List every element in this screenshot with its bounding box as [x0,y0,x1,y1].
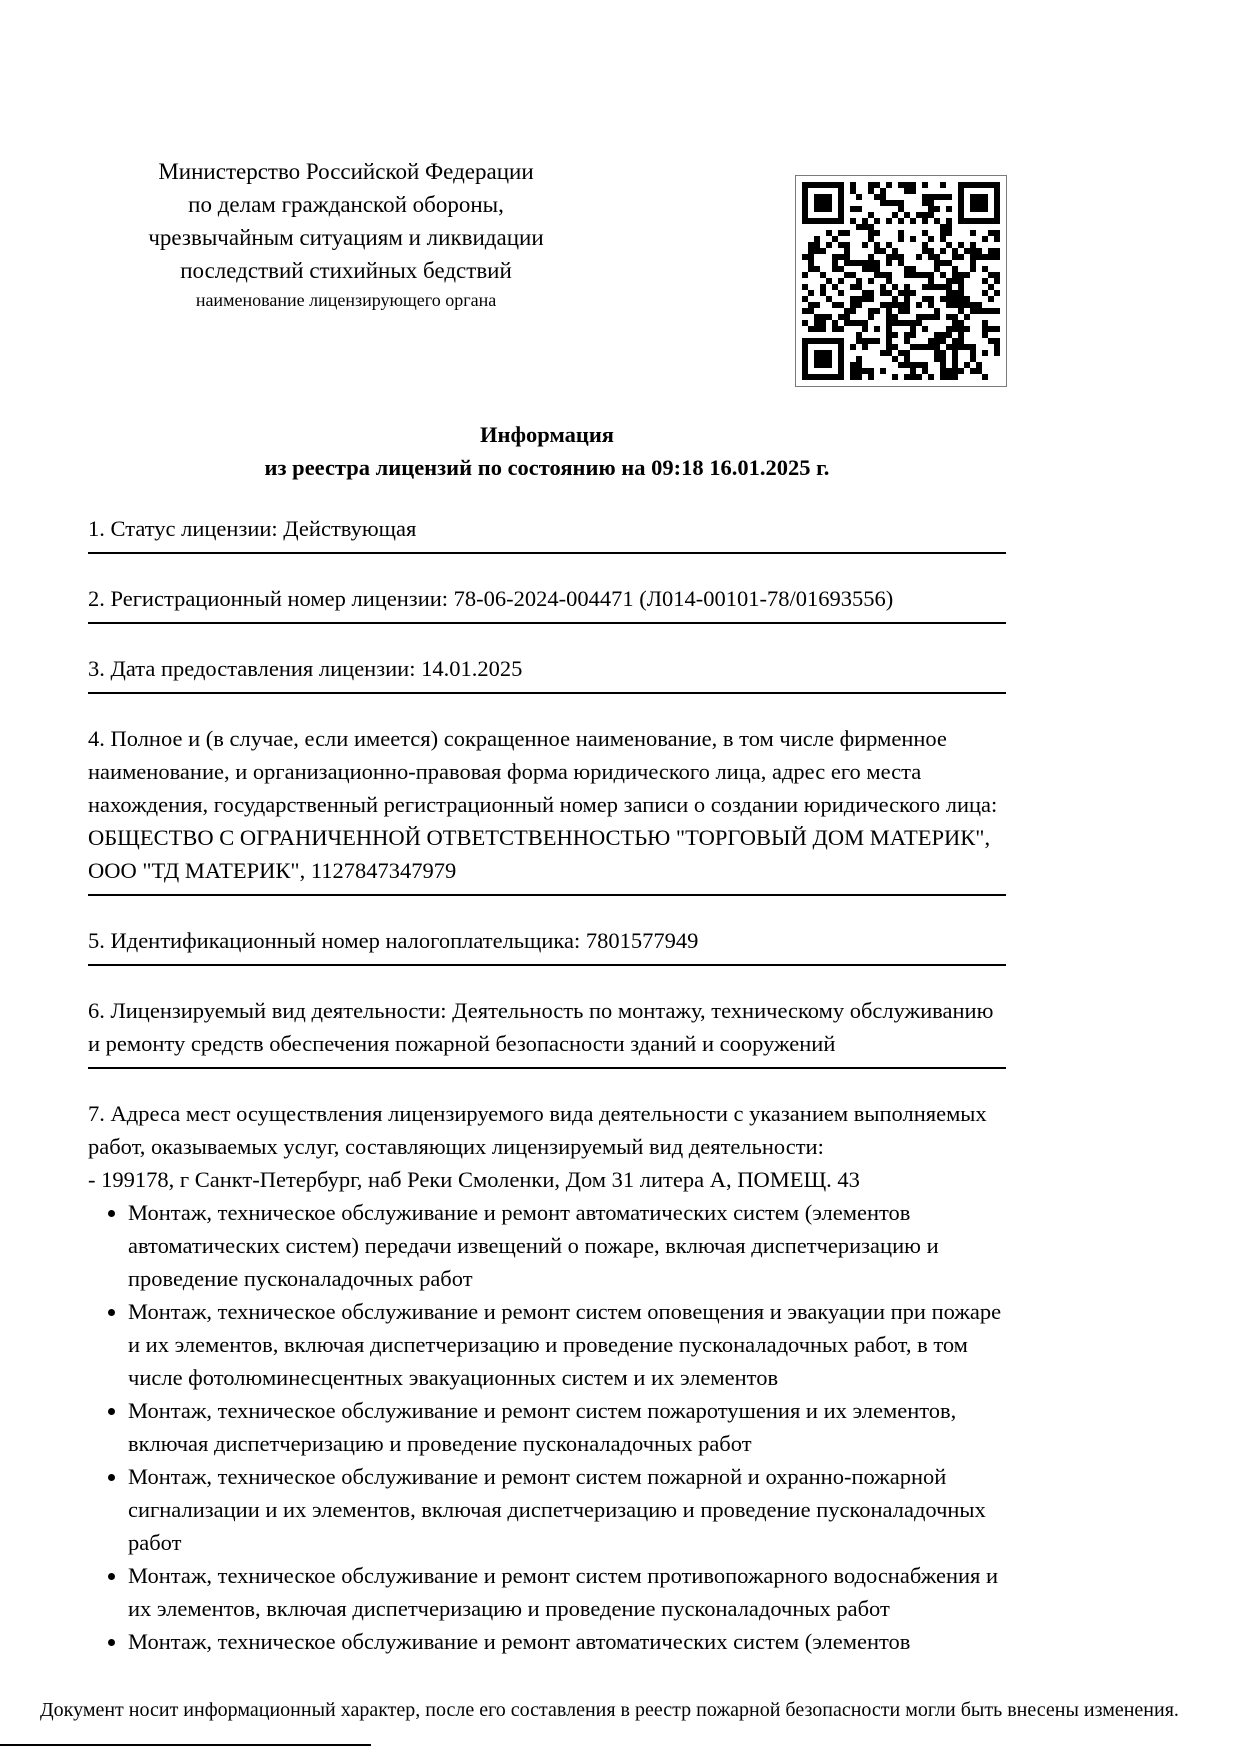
licensing-authority-header [88,155,604,313]
work-item-text: Монтаж, техническое обслуживание и ремонт автоматических систем (элементов [128,1629,911,1654]
document-body [88,418,1006,1658]
license-field [88,582,1006,624]
license-field [88,652,1006,694]
authority-caption: наименование лицензирующего органа [195,290,497,310]
ministry-name-line: последствий стихийных бедствий [180,258,512,283]
ministry-name-line: Министерство Российской Федерации [158,159,534,184]
license-field [88,994,1006,1069]
work-item-text: Монтаж, техническое обслуживание и ремонт систем пожарной и охранно-пожарной сигнализации и их элементов, включая диспетчеризацию и проведение пусконаладочных работ [128,1464,986,1555]
ministry-name-line: по делам гражданской обороны, [188,192,504,217]
ministry-name-line: чрезвычайным ситуациям и ликвидации [148,225,544,250]
addresses-section [88,1097,1006,1658]
works-list [88,1196,1006,1658]
license-field [88,722,1006,896]
address-line: - 199178, г Санкт-Петербург, наб Реки Смоленки, Дом 31 литера А, ПОМЕЩ. 43 [88,1167,860,1192]
license-field-text: 5. Идентификационный номер налогоплательщика: 7801577949 [88,928,699,953]
license-field-text: 2. Регистрационный номер лицензии: 78-06-2024-004471 (Л014-00101-78/01693556) [88,586,894,611]
work-item [128,1625,1006,1658]
license-field-text: 6. Лицензируемый вид деятельности: Деятельность по монтажу, техническому обслуживанию и ремонту средств обеспечения пожарной безопасности зданий и сооружений [88,998,994,1056]
work-item [128,1394,1006,1460]
work-item-text: Монтаж, техническое обслуживание и ремонт систем пожаротушения и их элементов, включая диспетчеризацию и проведение пусконаладочных работ [128,1398,957,1456]
work-item-text: Монтаж, техническое обслуживание и ремонт систем противопожарного водоснабжения и их элементов, включая диспетчеризацию и проведение пусконаладочных работ [128,1563,999,1621]
bottom-divider [0,1744,371,1746]
document-subtitle: из реестра лицензий по состоянию на 09:18 16.01.2025 г. [264,455,830,480]
license-field [88,924,1006,966]
work-item [128,1460,1006,1559]
work-item [128,1196,1006,1295]
license-field-text: 4. Полное и (в случае, если имеется) сокращенное наименование, в том числе фирменное наименование, и организационно-правовая форма юридического лица, адрес его места нахождения, государственный регистрационный номер записи о создании юридического лица: ОБЩЕСТВО С ОГРАНИЧЕННОЙ ОТВЕТСТВЕННОСТЬЮ "ТОРГОВЫЙ ДОМ МАТЕРИК", ООО "ТД МАТЕРИК", 1127847347979 [88,726,998,883]
work-item [128,1559,1006,1625]
work-item-text: Монтаж, техническое обслуживание и ремонт автоматических систем (элементов автоматических систем) передачи извещений о пожаре, включая диспетчеризацию и проведение пусконаладочных работ [128,1200,939,1291]
license-field [88,512,1006,554]
qr-code-icon [795,175,1007,387]
document-title: Информация [480,422,614,447]
license-fields-list [88,512,1006,1069]
work-item-text: Монтаж, техническое обслуживание и ремонт систем оповещения и эвакуации при пожаре и их элементов, включая диспетчеризацию и проведение пусконаладочных работ, в том числе фотолюминесцентных эвакуационных систем и их элементов [128,1299,1002,1390]
license-field-text: 1. Статус лицензии: Действующая [88,516,417,541]
license-field-text: 3. Дата предоставления лицензии: 14.01.2025 [88,656,523,681]
work-item [128,1295,1006,1394]
footer-disclaimer: Документ носит информационный характер, после его составления в реестр пожарной безопасности могли быть внесены изменения. [40,1699,1179,1721]
addresses-intro: 7. Адреса мест осуществления лицензируемого вида деятельности с указанием выполняемых работ, оказываемых услуг, составляющих лицензируемый вид деятельности: [88,1101,987,1159]
